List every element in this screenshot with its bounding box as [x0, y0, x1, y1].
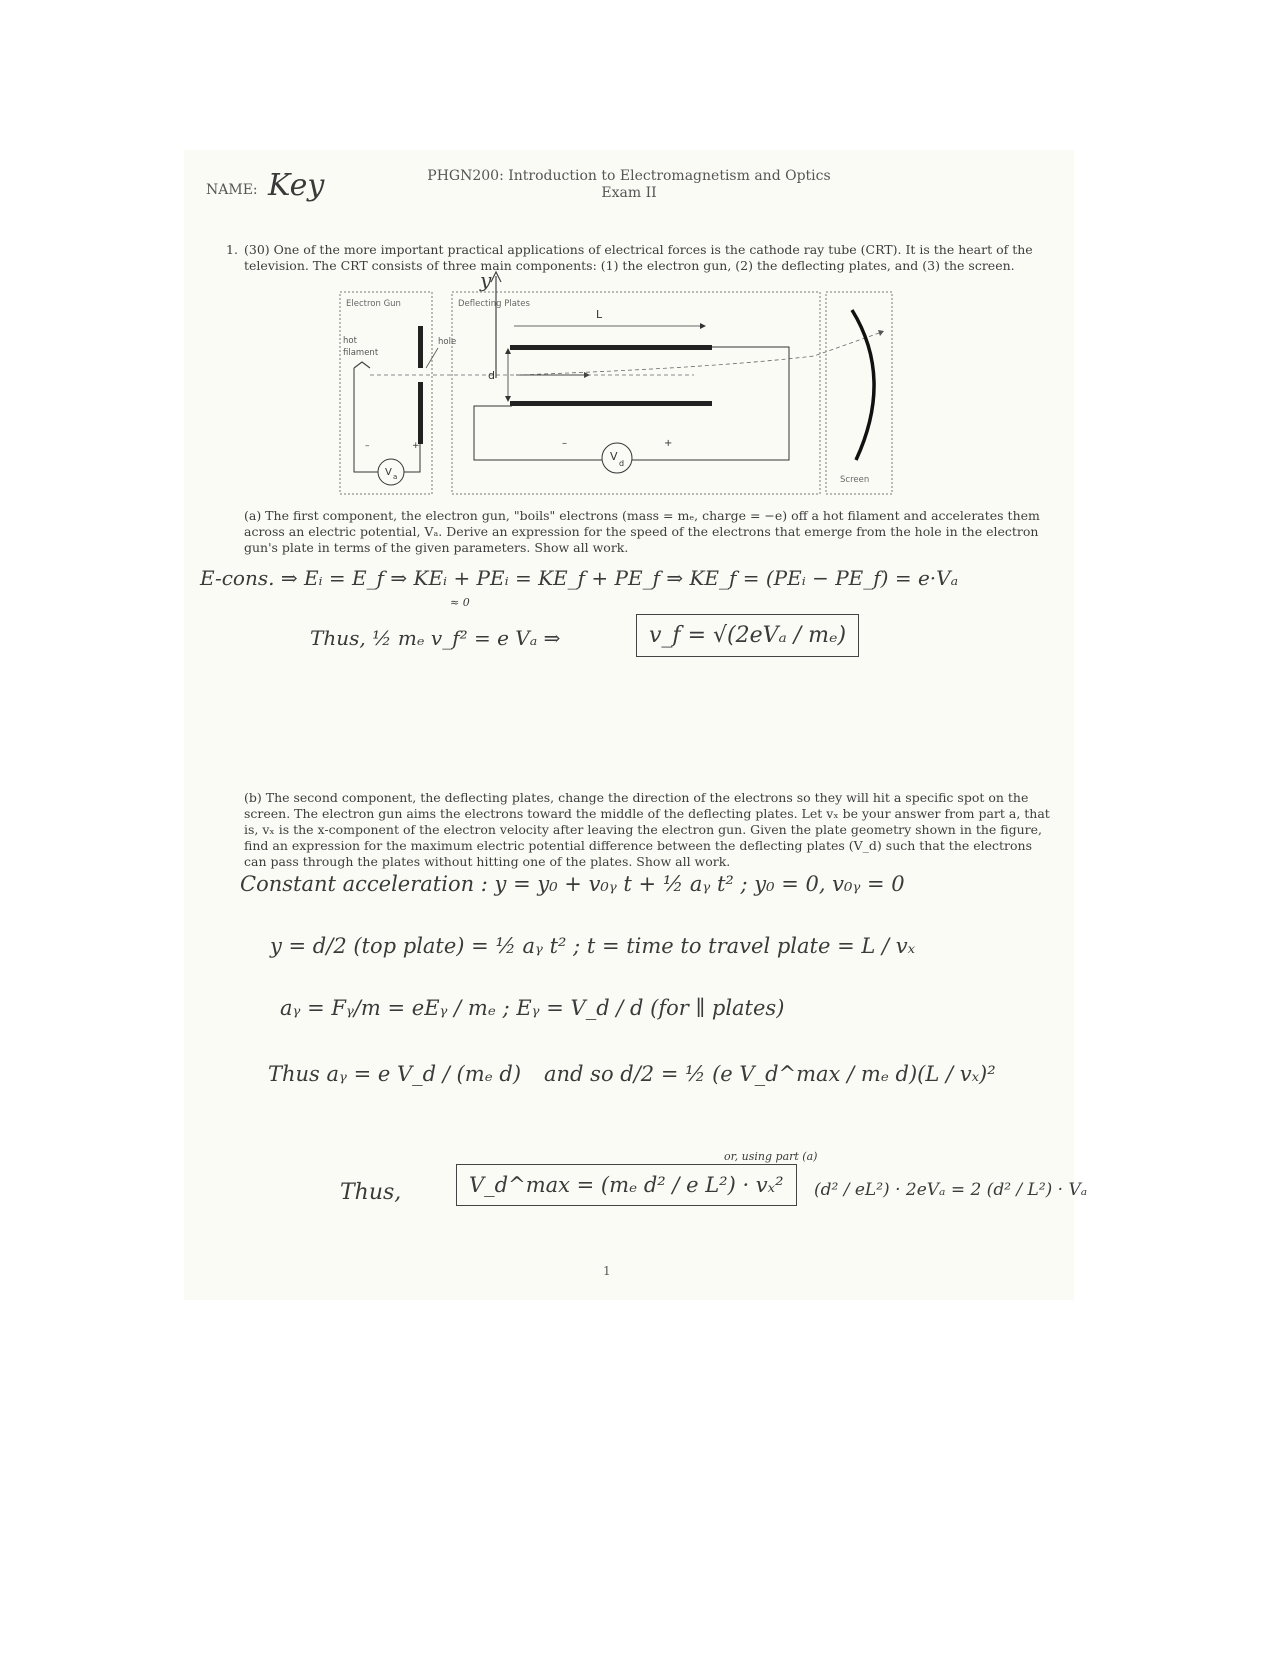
part-b-line-5a: Thus, [340, 1180, 402, 1205]
name-field [206, 168, 325, 203]
beam-arrowhead [584, 372, 590, 378]
va-label: V [385, 467, 392, 478]
part-a-approx-zero: ≈ 0 [450, 596, 470, 609]
course-title: PHGN200: Introduction to Electromagnetism and Optics [427, 168, 831, 184]
screen-curve [852, 310, 874, 460]
va-wire-left [354, 368, 378, 472]
hot-label: hot [343, 336, 357, 346]
part-a-text: (a) The first component, the electron gun, "boils" electrons (mass = mₑ, charge = −e) off a hot filament and accelerates them across an electric potential, Vₐ. Derive an expression for the speed of the electrons that emerge from the hole in the electron gun's plate in terms of the given parameters. Show all work. [244, 508, 1040, 555]
part-a-work-line-2: Thus, ½ mₑ v_f² = e Vₐ ⇒ [310, 626, 561, 650]
name-label: NAME: [206, 182, 258, 198]
va-minus: – [365, 441, 370, 451]
page-number: 1 [603, 1264, 611, 1278]
vd-sub: d [619, 459, 625, 468]
top-deflecting-plate [510, 345, 712, 350]
hole-label: hole [438, 337, 457, 347]
vd-wire-right [632, 382, 789, 460]
part-a-answer: v_f = √(2eVₐ / mₑ) [636, 614, 859, 657]
crt-diagram [334, 288, 904, 500]
vd-wire-left [474, 406, 602, 460]
part-b-text: (b) The second component, the deflecting plates, change the direction of the electrons so they will hit a specific spot on the screen. The electron gun aims the electrons toward the middle of the deflecting plates. Let vₓ be your answer from part a, that is, vₓ is the x-component of the electron velocity after leaving the electron gun. Given the plate geometry shown in the figure, find an expression for the maximum electric potential difference between the deflecting plates (V_d) such that the electrons can pass through the plates without hitting one of the plates. Show all work. [244, 790, 1050, 869]
deflecting-plates-box [452, 292, 820, 494]
part-a-work-line-1: E-cons. ⇒ Eᵢ = E_f ⇒ KEᵢ + PEᵢ = KE_f + PE_f ⇒ KE_f = (PEᵢ − PE_f) = e·Vₐ [200, 566, 959, 590]
electron-gun-label: Electron Gun [346, 299, 401, 309]
L-label: L [596, 308, 603, 321]
problem-1-text: (30) One of the more important practical applications of electrical forces is the cathode ray tube (CRT). It is the heart of the television. The CRT consists of three main components: (1) the electron gun, (2) the deflecting plates, and (3) the screen. [244, 242, 1033, 273]
part-b-line-5b: (d² / eL²) · 2eVₐ = 2 (d² / L²) · Vₐ [814, 1180, 1088, 1200]
vd-label: V [610, 450, 618, 463]
part-b-line-1: Constant acceleration : y = y₀ + v₀ᵧ t + ½ aᵧ t² ; y₀ = 0, v₀ᵧ = 0 [240, 872, 905, 896]
part-b-or-using: or, using part (a) [724, 1150, 818, 1163]
part-b-line-3: aᵧ = Fᵧ/m = eEᵧ / mₑ ; Eᵧ = V_d / d (for ∥ plates) [280, 996, 785, 1020]
d-label: d [488, 369, 495, 382]
part-b-answer: V_d^max = (mₑ d² / e L²) · vₓ² [456, 1164, 797, 1206]
L-arrowhead [700, 323, 706, 329]
exam-title: Exam II [601, 185, 657, 201]
hot-filament [354, 362, 370, 368]
part-a-statement [244, 508, 1056, 556]
problem-1-statement [226, 242, 1056, 274]
y-annotation-text: y [480, 268, 492, 292]
gun-plate-top [418, 326, 423, 368]
vd-minus: – [562, 438, 567, 449]
vd-wire-top [712, 347, 789, 382]
screen-label: Screen [840, 475, 870, 485]
part-b-line-2: y = d/2 (top plate) = ½ aᵧ t² ; t = time to travel plate = L / vₓ [270, 934, 916, 958]
problem-number: 1. [226, 242, 238, 257]
va-sub: a [393, 473, 398, 481]
part-b-statement [244, 790, 1056, 870]
deflected-path [516, 332, 882, 375]
va-plus: + [412, 441, 420, 451]
y-axis-arrow [476, 270, 506, 380]
vd-plus: + [664, 438, 673, 449]
filament-label: filament [343, 348, 379, 358]
part-b-line-4a: Thus aᵧ = e V_d / (mₑ d) [268, 1062, 522, 1086]
gun-plate-bottom [418, 382, 423, 444]
exam-page [184, 150, 1088, 1300]
bottom-deflecting-plate [510, 401, 712, 406]
deflecting-plates-label: Deflecting Plates [458, 299, 530, 309]
part-b-line-4b: and so d/2 = ½ (e V_d^max / mₑ d)(L / vₓ)² [544, 1062, 996, 1086]
name-value: Key [268, 168, 325, 203]
